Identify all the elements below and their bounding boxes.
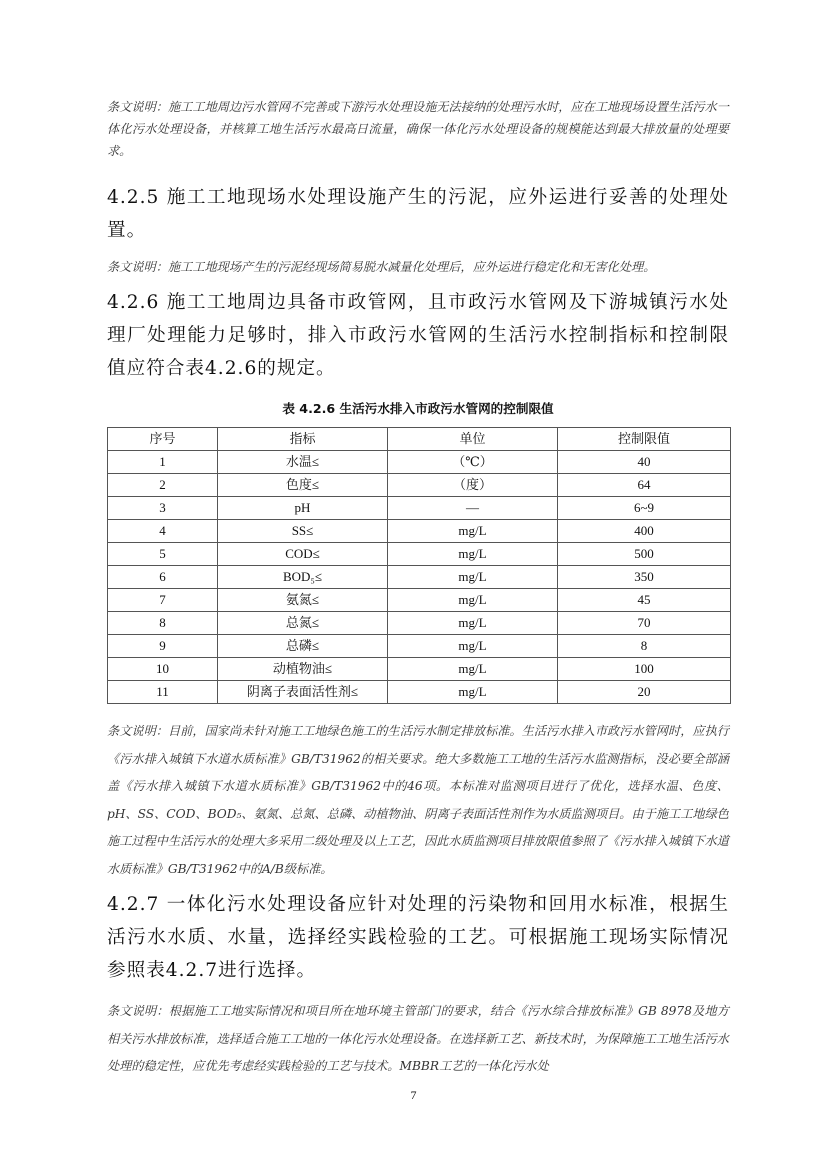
cell-indicator: 总氮≤: [218, 612, 388, 635]
table-row: [108, 566, 731, 589]
cell-unit: （℃）: [388, 451, 558, 474]
cell-indicator: 氨氮≤: [218, 589, 388, 612]
cell-unit: mg/L: [388, 635, 558, 658]
cell-limit: 40: [558, 451, 731, 474]
note-paragraph-4: 条文说明：根据施工工地实际情况和项目所在地环境主管部门的要求，结合《污水综合排放标准》GB 8978及地方相关污水排放标准，选择适合施工工地的一体化污水处理设备。在选择新工艺、新技术时，为保障施工工地生活污水处理的稳定性，应优先考虑经实践检验的工艺与技术。MBBR工艺的一体化污水处: [107, 1004, 729, 1074]
cell-limit: 70: [558, 612, 731, 635]
cell-unit: mg/L: [388, 566, 558, 589]
table-header-row: [108, 428, 731, 451]
cell-limit: 6~9: [558, 497, 731, 520]
cell-index: 2: [108, 474, 218, 497]
cell-unit: mg/L: [388, 681, 558, 704]
table-row: [108, 635, 731, 658]
cell-indicator: pH: [218, 497, 388, 520]
cell-indicator: COD≤: [218, 543, 388, 566]
cell-index: 10: [108, 658, 218, 681]
control-limit-table: [107, 427, 731, 704]
header-cell-unit: 单位: [388, 428, 558, 451]
cell-limit: 64: [558, 474, 731, 497]
cell-limit: 350: [558, 566, 731, 589]
cell-limit: 8: [558, 635, 731, 658]
cell-indicator: BOD₅≤: [218, 566, 388, 589]
table-row: [108, 681, 731, 704]
cell-limit: 500: [558, 543, 731, 566]
clause-4-2-6: 4.2.6 施工工地周边具备市政管网，且市政污水管网及下游城镇污水处理厂处理能力足够时，排入市政污水管网的生活污水控制指标和控制限值应符合表4.2.6的规定。: [107, 292, 729, 379]
page-number: 7: [410, 1088, 417, 1102]
cell-limit: 100: [558, 658, 731, 681]
cell-index: 8: [108, 612, 218, 635]
cell-indicator: 阴离子表面活性剂≤: [218, 681, 388, 704]
cell-index: 5: [108, 543, 218, 566]
table-row: [108, 451, 731, 474]
cell-index: 9: [108, 635, 218, 658]
note-paragraph-1: 条文说明：施工工地周边污水管网不完善或下游污水处理设施无法接纳的处理污水时，应在工地现场设置生活污水一体化污水处理设备，并核算工地生活污水最高日流量，确保一体化污水处理设备的规模能达到最大排放量的处理要求。: [107, 100, 729, 159]
table-row: [108, 658, 731, 681]
header-cell-limit: 控制限值: [558, 428, 731, 451]
cell-unit: mg/L: [388, 658, 558, 681]
table-row: [108, 543, 731, 566]
cell-limit: 20: [558, 681, 731, 704]
cell-unit: （度）: [388, 474, 558, 497]
note-paragraph-3: 条文说明：目前，国家尚未针对施工工地绿色施工的生活污水制定排放标准。生活污水排入市政污水管网时，应执行《污水排入城镇下水道水质标准》GB/T31962的相关要求。绝大多数施工工地的生活污水监测指标，没必要全部涵盖《污水排入城镇下水道水质标准》GB/T31962中的46项。本标准对监测项目进行了优化，选择水温、色度、pH、SS、COD、BOD₅、氨氮、总氮、总磷、动植物油、阴离子表面活性剂作为水质监测项目。由于施工工地绿色施工过程中生活污水的处理大多采用二级处理及以上工艺，因此水质监测项目排放限值参照了《污水排入城镇下水道水质标准》GB/T31962中的A/B级标准。: [107, 724, 729, 876]
table-row: [108, 589, 731, 612]
clause-4-2-5: 4.2.5 施工工地现场水处理设施产生的污泥，应外运进行妥善的处理处置。: [107, 187, 729, 241]
header-cell-indicator: 指标: [218, 428, 388, 451]
note-paragraph-2: 条文说明：施工工地现场产生的污泥经现场简易脱水减量化处理后，应外运进行稳定化和无害化处理。: [107, 260, 656, 274]
cell-indicator: 水温≤: [218, 451, 388, 474]
cell-index: 1: [108, 451, 218, 474]
cell-index: 7: [108, 589, 218, 612]
cell-unit: mg/L: [388, 543, 558, 566]
cell-index: 3: [108, 497, 218, 520]
cell-indicator: SS≤: [218, 520, 388, 543]
table-row: [108, 474, 731, 497]
header-cell-index: 序号: [108, 428, 218, 451]
cell-indicator: 动植物油≤: [218, 658, 388, 681]
cell-unit: —: [388, 497, 558, 520]
table-caption: 表 4.2.6 生活污水排入市政污水管网的控制限值: [282, 401, 554, 416]
cell-unit: mg/L: [388, 520, 558, 543]
clause-4-2-7: 4.2.7 一体化污水处理设备应针对处理的污染物和回用水标准，根据生活污水水质、水量，选择经实践检验的工艺。可根据施工现场实际情况参照表4.2.7进行选择。: [107, 894, 729, 981]
table-row: [108, 520, 731, 543]
cell-index: 11: [108, 681, 218, 704]
cell-index: 6: [108, 566, 218, 589]
cell-unit: mg/L: [388, 612, 558, 635]
table-row: [108, 612, 731, 635]
cell-unit: mg/L: [388, 589, 558, 612]
cell-index: 4: [108, 520, 218, 543]
cell-limit: 45: [558, 589, 731, 612]
cell-indicator: 总磷≤: [218, 635, 388, 658]
cell-indicator: 色度≤: [218, 474, 388, 497]
table-row: [108, 497, 731, 520]
cell-limit: 400: [558, 520, 731, 543]
